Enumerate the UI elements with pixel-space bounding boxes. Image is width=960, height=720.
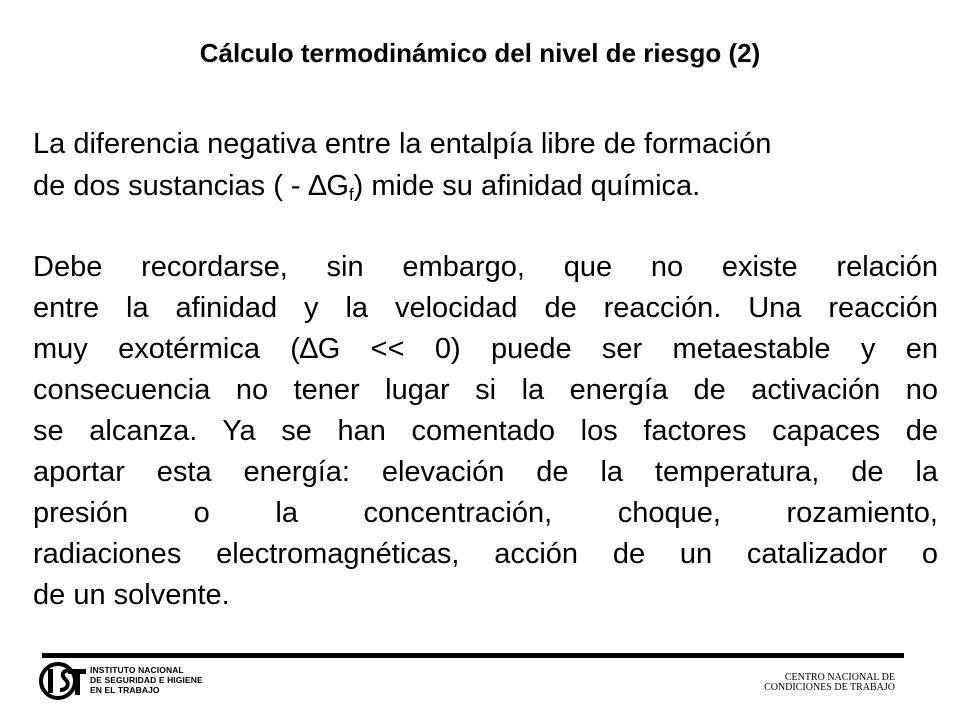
subscript-f: f bbox=[348, 185, 354, 204]
paragraph-metastable bbox=[33, 247, 938, 616]
center-line: CENTRO NACIONAL DE bbox=[784, 672, 895, 683]
paragraph-line: muy exotérmica (∆G << 0) puede ser metaestable y en bbox=[33, 333, 938, 365]
paragraph-line: aportar esta energía: elevación de la temperatura, de la bbox=[33, 456, 938, 488]
institute-name bbox=[90, 665, 203, 695]
paragraph-line: de un solvente. bbox=[33, 579, 230, 611]
paragraph-line: La diferencia negativa entre la entalpía libre de formación bbox=[33, 128, 772, 160]
paragraph-line: entre la afinidad y la velocidad de reacción. Una reacción bbox=[33, 292, 938, 324]
institute-line: DE SEGURIDAD E HIGIENE bbox=[90, 675, 203, 685]
paragraph-line bbox=[33, 165, 938, 207]
footer-divider bbox=[42, 653, 904, 658]
text-segment: ) mide su afinidad química. bbox=[353, 170, 701, 202]
paragraph-affinity bbox=[33, 123, 938, 207]
center-name bbox=[764, 673, 895, 693]
paragraph-line: consecuencia no tener lugar si la energía de activación no bbox=[33, 374, 938, 406]
paragraph-line: se alcanza. Ya se han comentado los factores capaces de bbox=[33, 415, 938, 447]
institute-line: INSTITUTO NACIONAL bbox=[90, 665, 184, 675]
paragraph-line: Debe recordarse, sin embargo, que no existe relación bbox=[33, 251, 938, 283]
center-line: CONDICIONES DE TRABAJO bbox=[764, 682, 895, 693]
institute-line: EN EL TRABAJO bbox=[90, 685, 160, 695]
slide-title: Cálculo termodinámico del nivel de riesgo (2) bbox=[199, 38, 761, 68]
paragraph-line: radiaciones electromagnéticas, acción de un catalizador o bbox=[33, 538, 938, 570]
paragraph-line: presión o la concentración, choque, rozamiento, bbox=[33, 497, 938, 529]
text-segment: de dos sustancias ( - ∆G bbox=[33, 170, 349, 202]
insht-logo-icon bbox=[38, 661, 88, 701]
